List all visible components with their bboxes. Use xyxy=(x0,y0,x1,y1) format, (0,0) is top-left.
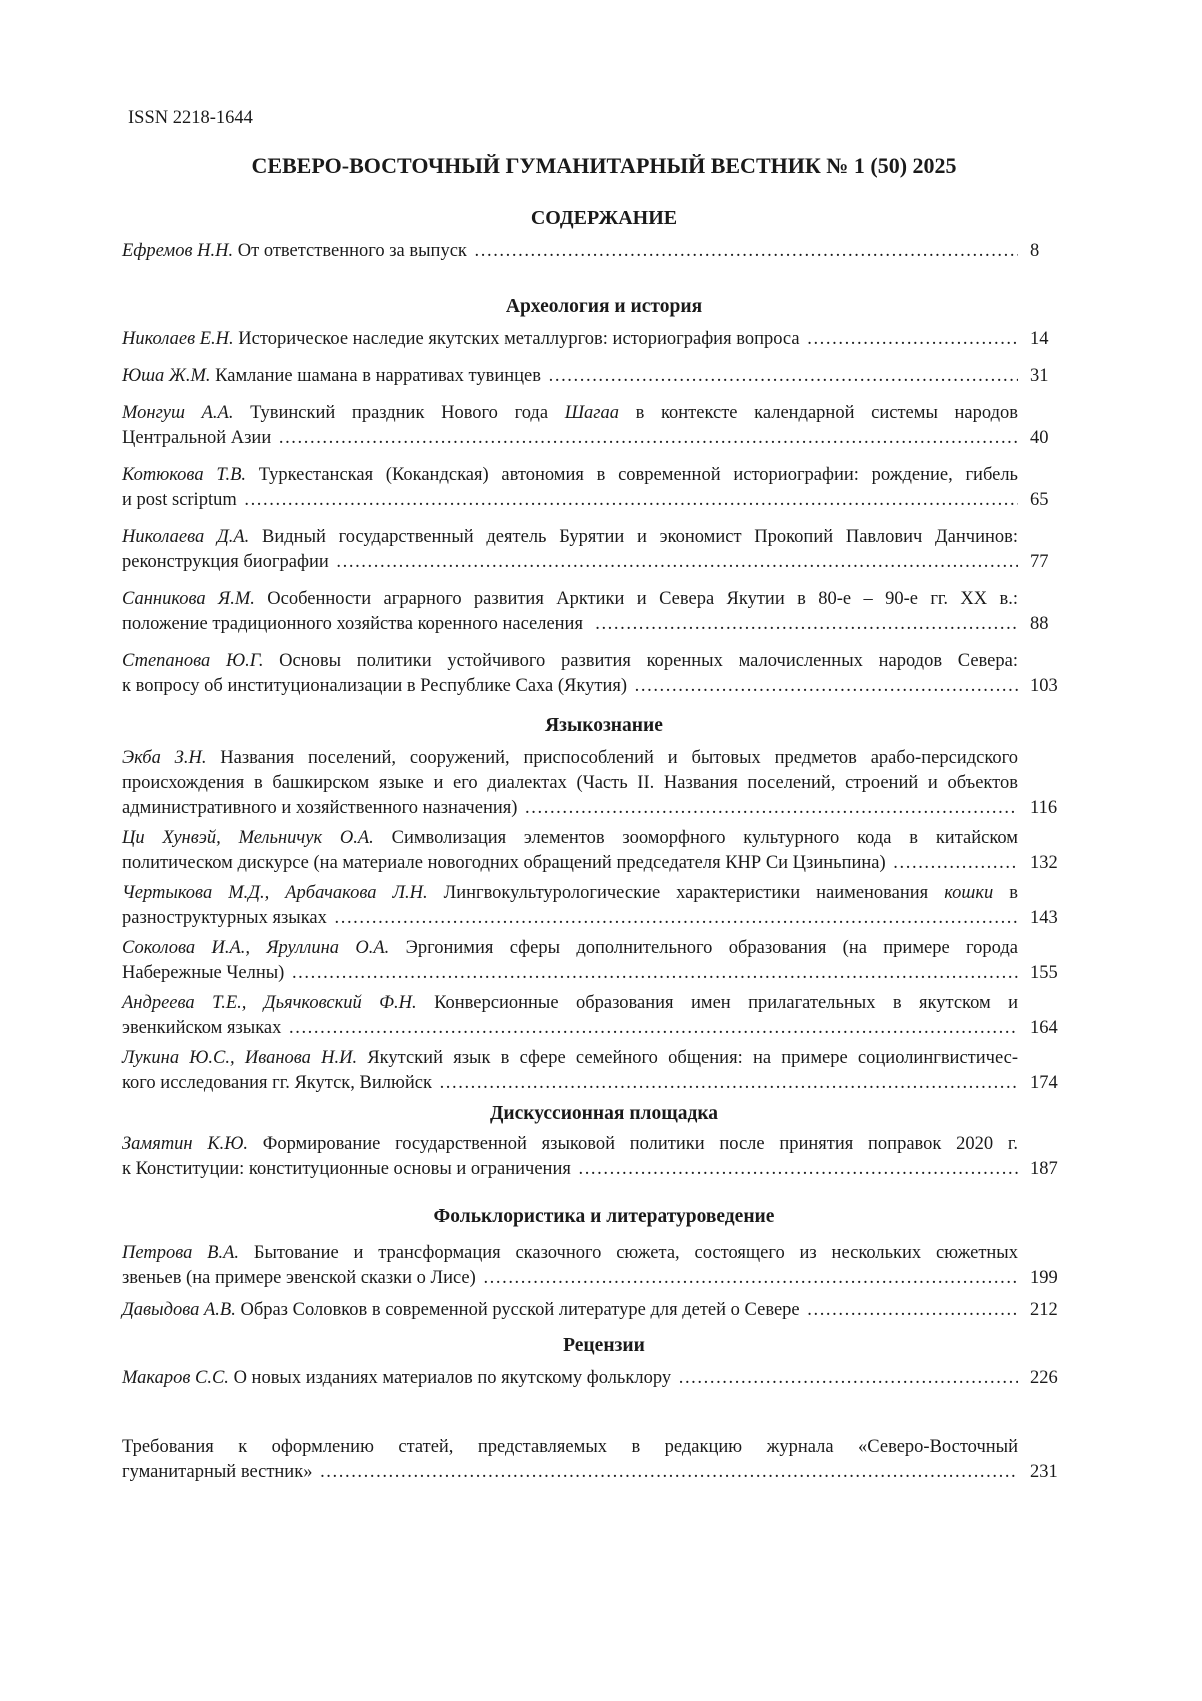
entry-text: Названия поселений, сооружений, приспособлений и бытовых предметов арабо-персидского xyxy=(206,748,1018,768)
toc-entry xyxy=(122,1241,1062,1291)
toc-entry-last-line xyxy=(122,906,1062,931)
page-number: 8 xyxy=(1030,241,1040,261)
entry-text: административного и хозяйственного назначения) xyxy=(122,798,523,818)
entry-text: Тувинский праздник Нового года xyxy=(233,403,565,423)
entry-text: эвенкийском языках xyxy=(122,1018,286,1038)
toc-entry xyxy=(122,826,1062,876)
page-number: 116 xyxy=(1030,798,1058,818)
toc-entry-last-line xyxy=(122,1016,1062,1041)
toc-entry-last-line xyxy=(122,1071,1062,1096)
entry-text: звеньев (на примере эвенской сказки о Лисе) xyxy=(122,1268,481,1288)
entry-text: Набережные Челны) xyxy=(122,963,289,983)
section-heading: Дискуссионная площадка xyxy=(489,1103,719,1124)
toc-entry xyxy=(122,881,1062,931)
toc-entry-last-line xyxy=(122,796,1062,821)
dot-leader xyxy=(289,1016,1018,1041)
toc-entry-last-line xyxy=(122,327,1062,352)
toc-entry xyxy=(122,1132,1062,1182)
toc-entry-line xyxy=(122,525,1018,550)
page-number: 155 xyxy=(1030,963,1058,983)
dot-leader xyxy=(335,906,1019,931)
entry-text: Видный государственный деятель Бурятии и экономист Прокопий Павлович Данчинов: xyxy=(249,527,1019,547)
toc-entry-line xyxy=(122,1435,1018,1460)
toc-entry-line xyxy=(122,1241,1018,1266)
toc-entry-last-line xyxy=(122,426,1062,451)
section-heading: Рецензии xyxy=(563,1335,645,1356)
entry-text: разноструктурных языках xyxy=(122,908,332,928)
toc-section xyxy=(122,239,1062,264)
page-number: 231 xyxy=(1030,1462,1058,1482)
entry-authors: Чертыкова М.Д., Арбачакова Л.Н. xyxy=(122,883,428,903)
page-number: 31 xyxy=(1030,366,1049,386)
dot-leader xyxy=(595,612,1018,637)
toc-entry-line xyxy=(122,746,1018,771)
journal-title: СЕВЕРО-ВОСТОЧНЫЙ ГУМАНИТАРНЫЙ ВЕСТНИК № 1 (50) 2025 xyxy=(251,153,957,178)
dot-leader xyxy=(578,1157,1018,1182)
page-number: 132 xyxy=(1030,853,1058,873)
page-number: 65 xyxy=(1030,490,1049,510)
toc-entry-line xyxy=(122,991,1018,1016)
dot-leader xyxy=(440,1071,1018,1096)
entry-text: Туркестанская (Кокандская) автономия в современной историографии: рождение, гибель xyxy=(246,465,1018,485)
entry-text: О новых изданиях материалов по якутскому фольклору xyxy=(228,1368,676,1388)
toc-entry-line xyxy=(122,463,1018,488)
entry-text: Камлание шамана в нарративах тувинцев xyxy=(210,366,546,386)
entry-authors: Макаров С.С. xyxy=(122,1368,229,1388)
dot-leader xyxy=(893,851,1018,876)
entry-text: и post scriptum xyxy=(122,490,242,510)
entry-text: кого исследования гг. Якутск, Вилюйск xyxy=(122,1073,437,1093)
toc xyxy=(122,239,1062,1485)
toc-entry-last-line xyxy=(122,851,1062,876)
entry-text: в контексте календарной системы народов xyxy=(618,403,1018,423)
toc-entry-last-line xyxy=(122,1266,1062,1291)
page-number: 88 xyxy=(1030,614,1049,634)
dot-leader xyxy=(525,796,1018,821)
toc-entry-last-line xyxy=(122,239,1062,264)
entry-authors: Степанова Ю.Г. xyxy=(122,651,264,671)
entry-text: к вопросу об институционализации в Республике Саха (Якутия) xyxy=(122,676,632,696)
toc-entry-last-line xyxy=(122,1460,1062,1485)
entry-authors: Петрова В.А. xyxy=(122,1243,240,1263)
entry-text: положение традиционного хозяйства коренного населения xyxy=(122,614,593,634)
toc-entry-line xyxy=(122,1046,1018,1071)
section-heading: Археология и история xyxy=(505,296,703,317)
dot-leader xyxy=(320,1460,1018,1485)
toc-entry-line xyxy=(122,587,1018,612)
toc-entry xyxy=(122,587,1062,637)
entry-text: Лингвокультурологические характеристики наименования xyxy=(427,883,945,903)
entry-text: Историческое наследие якутских металлургов: историография вопроса xyxy=(233,329,805,349)
dot-leader xyxy=(679,1366,1018,1391)
entry-authors: Лукина Ю.С., Иванова Н.И. xyxy=(122,1048,358,1068)
entry-authors: Николаев Е.Н. xyxy=(122,329,234,349)
toc-entry xyxy=(122,1435,1062,1485)
entry-authors: Монгуш А.А. xyxy=(122,403,234,423)
page-number: 40 xyxy=(1030,428,1049,448)
entry-authors: Юша Ж.М. xyxy=(122,366,211,386)
toc-entry xyxy=(122,239,1062,264)
entry-text: Требования к оформлению статей, представляемых в редакцию журнала «Северо-Восточный xyxy=(122,1437,1018,1457)
entry-text: Центральной Азии xyxy=(122,428,276,448)
entry-text: происхождения в башкирском языке и его диалектах (Часть II. Названия поселений, строений и объектов xyxy=(122,773,1018,793)
toc-entry-last-line xyxy=(122,961,1062,986)
toc-entry xyxy=(122,327,1062,352)
dot-leader xyxy=(292,961,1018,986)
toc-entry-last-line xyxy=(122,1298,1062,1323)
toc-entry xyxy=(122,1298,1062,1323)
toc-entry-last-line xyxy=(122,488,1062,513)
page-number: 199 xyxy=(1030,1268,1058,1288)
toc-entry xyxy=(122,746,1062,821)
dot-leader xyxy=(807,327,1018,352)
entry-text: От ответственного за выпуск xyxy=(233,241,472,261)
dot-leader xyxy=(244,488,1018,513)
toc-entry-line xyxy=(122,881,1018,906)
toc-entry xyxy=(122,364,1062,389)
entry-text: Основы политики устойчивого развития коренных малочисленных народов Севера: xyxy=(263,651,1018,671)
toc-section xyxy=(122,294,1062,699)
toc-section xyxy=(122,1101,1062,1182)
toc-entry-last-line xyxy=(122,674,1062,699)
dot-leader xyxy=(279,426,1018,451)
contents-heading: СОДЕРЖАНИЕ xyxy=(530,207,678,229)
page-number: 212 xyxy=(1030,1300,1058,1320)
toc-entry-line xyxy=(122,401,1018,426)
entry-authors: Давыдова А.В. xyxy=(122,1300,236,1320)
toc-section xyxy=(122,1435,1062,1485)
page-number: 14 xyxy=(1030,329,1049,349)
toc-section xyxy=(122,1333,1062,1391)
page-number: 77 xyxy=(1030,552,1049,572)
entry-authors: Экба З.Н. xyxy=(122,748,207,768)
dot-leader xyxy=(807,1298,1018,1323)
dot-leader xyxy=(635,674,1018,699)
page-number: 103 xyxy=(1030,676,1058,696)
issn-label: ISSN 2218-1644 xyxy=(128,108,253,128)
entry-text: в xyxy=(993,883,1018,903)
entry-text: Образ Соловков в современной русской литературе для детей о Севере xyxy=(235,1300,805,1320)
toc-section xyxy=(122,1204,1062,1323)
entry-text: Якутский язык в сфере семейного общения: на примере социолингвистичес- xyxy=(357,1048,1018,1068)
page-number: 174 xyxy=(1030,1073,1058,1093)
section-heading: Языкознание xyxy=(545,715,663,736)
toc-entry-last-line xyxy=(122,612,1062,637)
entry-authors: Ефремов Н.Н. xyxy=(122,241,234,261)
entry-text: гуманитарный вестник» xyxy=(122,1462,318,1482)
toc-entry xyxy=(122,649,1062,699)
entry-authors: Санникова Я.М. xyxy=(122,589,255,609)
toc-entry-line xyxy=(122,1132,1018,1157)
section-heading: Фольклористика и литературоведение xyxy=(433,1206,775,1227)
toc-entry xyxy=(122,991,1062,1041)
entry-text: Особенности аграрного развития Арктики и Севера Якутии в 80-е – 90-е гг. XX в.: xyxy=(254,589,1018,609)
entry-authors: Котюкова Т.В. xyxy=(122,465,246,485)
entry-emphasis: кошки xyxy=(944,883,994,903)
page-number: 226 xyxy=(1030,1368,1058,1388)
toc-entry-last-line xyxy=(122,550,1062,575)
toc-section xyxy=(122,713,1062,1096)
toc-entry xyxy=(122,463,1062,513)
toc-entry-last-line xyxy=(122,364,1062,389)
dot-leader xyxy=(483,1266,1018,1291)
toc-entry-line xyxy=(122,826,1018,851)
entry-text: к Конституции: конституционные основы и ограничения xyxy=(122,1159,576,1179)
toc-entry xyxy=(122,936,1062,986)
entry-text: политическом дискурсе (на материале новогодних обращений председателя КНР Си Цзиньпина) xyxy=(122,853,891,873)
dot-leader xyxy=(336,550,1018,575)
entry-authors: Николаева Д.А. xyxy=(122,527,250,547)
dot-leader xyxy=(475,239,1018,264)
entry-text: реконструкция биографии xyxy=(122,552,334,572)
page-number: 164 xyxy=(1030,1018,1058,1038)
entry-authors: Замятин К.Ю. xyxy=(122,1134,248,1154)
entry-text: Формирование государственной языковой политики после принятия поправок 2020 г. xyxy=(247,1134,1018,1154)
entry-authors: Андреева Т.Е., Дьячковский Ф.Н. xyxy=(122,993,417,1013)
toc-entry xyxy=(122,1046,1062,1096)
entry-authors: Соколова И.А., Яруллина О.А. xyxy=(122,938,390,958)
toc-entry-line xyxy=(122,771,1018,796)
toc-entry-line xyxy=(122,936,1018,961)
toc-entry-last-line xyxy=(122,1366,1062,1391)
entry-emphasis: Шагаа xyxy=(564,403,619,423)
dot-leader xyxy=(549,364,1018,389)
toc-entry-line xyxy=(122,649,1018,674)
entry-text: Эргонимия сферы дополнительного образования (на примере города xyxy=(389,938,1018,958)
entry-authors: Ци Хунвэй, Мельничук О.А. xyxy=(122,828,374,848)
toc-entry xyxy=(122,525,1062,575)
entry-text: Символизация элементов зооморфного культурного кода в китайском xyxy=(373,828,1018,848)
entry-text: Бытование и трансформация сказочного сюжета, состоящего из нескольких сюжетных xyxy=(239,1243,1018,1263)
toc-entry-last-line xyxy=(122,1157,1062,1182)
page-number: 187 xyxy=(1030,1159,1058,1179)
toc-entry xyxy=(122,401,1062,451)
toc-entry xyxy=(122,1366,1062,1391)
page-number: 143 xyxy=(1030,908,1058,928)
entry-text: Конверсионные образования имен прилагательных в якутском и xyxy=(416,993,1019,1013)
